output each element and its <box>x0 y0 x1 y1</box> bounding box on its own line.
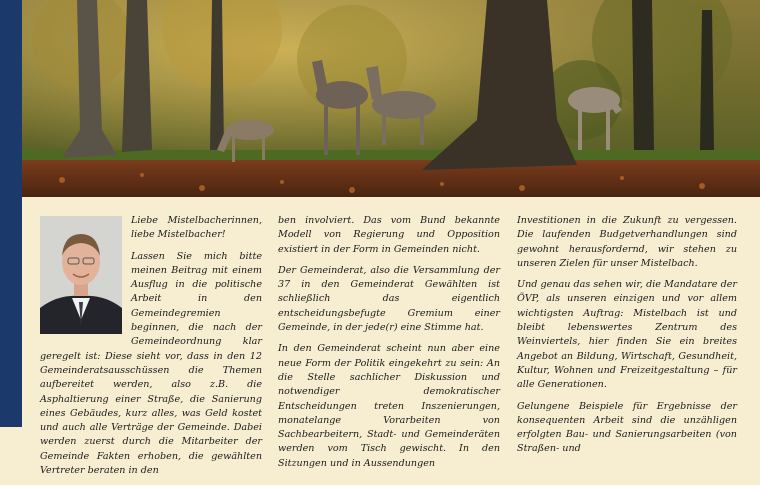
paragraph: ben involviert. Das vom Bund bekannte Modell von Regierung und Opposition existiert in der Form in Gemeinden nicht. <box>278 215 500 255</box>
paragraph: Und genau das sehen wir, die Mandatare der ÖVP, als unseren einzigen und vor allem wichtigsten Auftrag: Mistelbach ist und bleibt lebenswertes Zentrum des Weinviertels, hier finden Sie ein breites Angebot an Bildung, Wirtschaft, Gesundheit, Kultur, Wohnen und Freizeitgestaltung – für alle Generationen. <box>517 279 737 391</box>
paragraph: In den Gemeinderat scheint nun aber eine neue Form der Politik eingekehrt zu sein: An die Stelle sachlicher Diskussion und notwendiger demokratischer Entscheidungen treten Inszenierungen, monatelange Vorarbeiten von Sachbearbeitern, Stadt- und Gemeinderäten werden vom Tisch gewischt. In den Sitzungen und in Aussendungen <box>278 343 500 469</box>
paragraph: Investitionen in die Zukunft zu vergessen. Die laufenden Budgetverhandlungen sind gewohnt herausfordernd, wir stehen zu unseren Zielen für unser Mistelbach. <box>517 215 737 269</box>
deer-in-forest-photo <box>22 0 760 197</box>
greeting: Liebe Mistelbacherinnen, liebe Mistelbacher! <box>131 215 262 241</box>
left-accent-bar <box>0 0 22 427</box>
article-column-2 <box>278 214 500 478</box>
mayor-portrait-photo <box>40 216 122 334</box>
paragraph: Lassen Sie mich bitte meinen Beitrag mit einem Ausflug in die politische Arbeit in den Gemeindegremien beginnen, die nach der Gemeindeordnung klar geregelt ist: Diese sieht vor, dass in den 12 Gemeinderatsausschüssen die Themen aufbereitet werden, also z.B. die Asphaltierung einer Straße, die Sanierung eines Gebäudes, kurz alles, was Geld kostet und auch alle Verträge der Gemeinde. Dabei werden zuerst durch die Mitarbeiter der Gemeinde Fakten erhoben, die gewählten Vertreter beraten in den <box>40 250 262 477</box>
article-column-3 <box>517 214 737 464</box>
photo-divider <box>22 197 760 200</box>
paragraph: Gelungene Beispiele für Ergebnisse der konsequenten Arbeit sind die unzähligen erfolgten Bau- und Sanierungsarbeiten (von Straßen- und <box>517 400 737 455</box>
paragraph: Der Gemeinderat, also die Versammlung der 37 in den Gemeinderat Gewählten ist schließlich das eigentlich entscheidungsbefugte Gremium einer Gemeinde, in der jede(r) eine Stimme hat. <box>278 264 500 334</box>
article-column-1 <box>40 214 262 485</box>
